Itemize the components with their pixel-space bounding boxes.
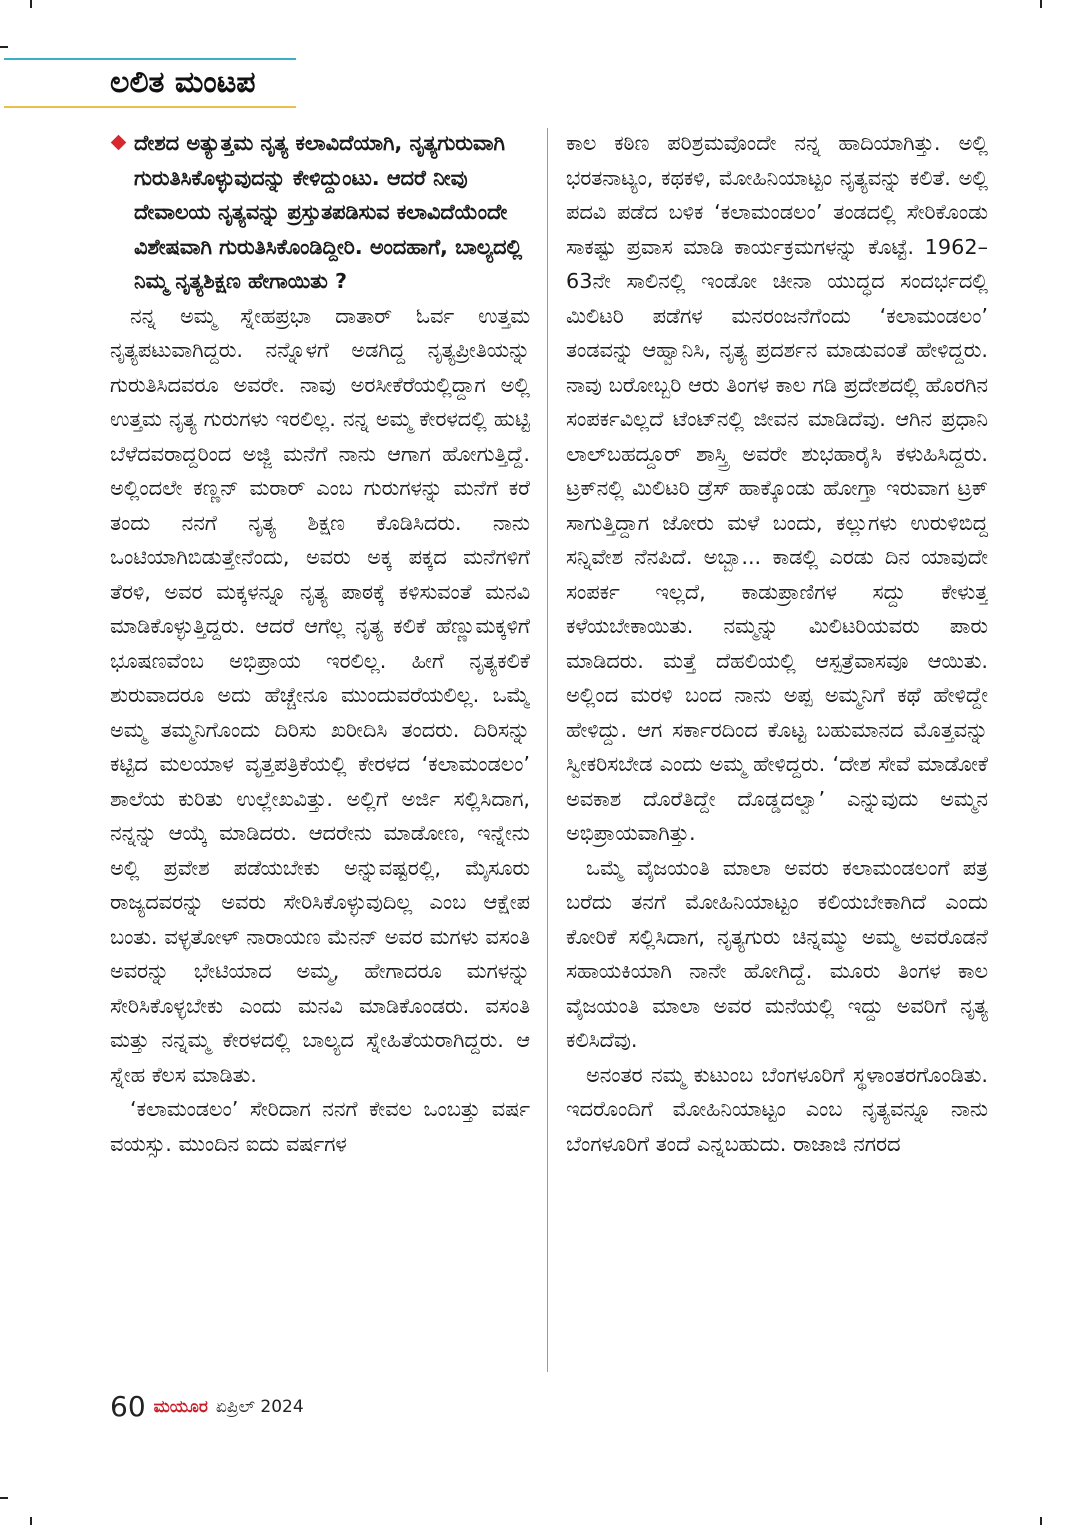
article-column-right — [566, 126, 988, 1378]
question-text: ದೇಶದ ಅತ್ಯುತ್ತಮ ನೃತ್ಯ ಕಲಾವಿದೆಯಾಗಿ, ನೃತ್ಯಗುರುವಾಗಿ ಗುರುತಿಸಿಕೊಳ್ಳುವುದನ್ನು ಕೇಳಿದ್ದುಂಟು. ಆದರೆ ನೀವು ದೇವಾಲಯ ನೃತ್ಯವನ್ನು ಪ್ರಸ್ತುತಪಡಿಸುವ ಕಲಾವಿದೆಯೆಂದೇ ವಿಶೇಷವಾಗಿ ಗುರುತಿಸಿಕೊಂಡಿದ್ದೀರಿ. ಅಂದಹಾಗೆ, ಬಾಲ್ಯದಲ್ಲಿ ನಿಮ್ಮ ನೃತ್ಯಶಿಕ್ಷಣ ಹೇಗಾಯಿತು ? — [134, 131, 523, 293]
article-column-left — [110, 126, 530, 1378]
header-rule-bottom — [4, 106, 296, 108]
crop-mark — [30, 1517, 32, 1525]
section-header — [0, 58, 296, 108]
crop-mark — [1040, 1517, 1042, 1525]
crop-mark — [30, 0, 32, 8]
answer-paragraph: ಒಮ್ಮೆ ವೈಜಯಂತಿ ಮಾಲಾ ಅವರು ಕಲಾಮಂಡಲಂಗೆ ಪತ್ರ ಬರೆದು ತನಗೆ ಮೋಹಿನಿಯಾಟ್ಟಂ ಕಲಿಯಬೇಕಾಗಿದೆ ಎಂದು ಕೋರಿಕೆ ಸಲ್ಲಿಸಿದಾಗ, ನೃತ್ಯಗುರು ಚಿನ್ನಮ್ಮು ಅಮ್ಮ ಅವರೊಡನೆ ಸಹಾಯಕಿಯಾಗಿ ನಾನೇ ಹೋಗಿದ್ದೆ. ಮೂರು ತಿಂಗಳ ಕಾಲ ವೈಜಯಂತಿ ಮಾಲಾ ಅವರ ಮನೆಯಲ್ಲಿ ಇದ್ದು ಅವರಿಗೆ ನೃತ್ಯ ಕಲಿಸಿದೆವು. — [566, 855, 988, 1052]
page-footer — [110, 1390, 304, 1426]
crop-mark — [1040, 0, 1042, 8]
interview-question — [110, 126, 530, 299]
diamond-bullet-icon — [111, 135, 127, 151]
answer-paragraph: ನನ್ನ ಅಮ್ಮ ಸ್ನೇಹಪ್ರಭಾ ದಾತಾರ್ ಓರ್ವ ಉತ್ತಮ ನೃತ್ಯಪಟುವಾಗಿದ್ದರು. ನನ್ನೊಳಗೆ ಅಡಗಿದ್ದ ನೃತ್ಯಪ್ರೀತಿಯನ್ನು ಗುರುತಿಸಿದವರೂ ಅವರೇ. ನಾವು ಅರಸೀಕೆರೆಯಲ್ಲಿದ್ದಾಗ ಅಲ್ಲಿ ಉತ್ತಮ ನೃತ್ಯ ಗುರುಗಳು ಇರಲಿಲ್ಲ. ನನ್ನ ಅಮ್ಮ ಕೇರಳದಲ್ಲಿ ಹುಟ್ಟಿ ಬೆಳೆದವರಾದ್ದರಿಂದ ಅಜ್ಜಿ ಮನೆಗೆ ನಾನು ಆಗಾಗ ಹೋಗುತ್ತಿದ್ದೆ. ಅಲ್ಲಿಂದಲೇ ಕಣ್ಣನ್ ಮರಾರ್ ಎಂಬ ಗುರುಗಳನ್ನು ಮನೆಗೆ ಕರೆ ತಂದು ನನಗೆ ನೃತ್ಯ ಶಿಕ್ಷಣ ಕೊಡಿಸಿದರು. ನಾನು ಒಂಟಿಯಾಗಿಬಿಡುತ್ತೇನೆಂದು, ಅವರು ಅಕ್ಕ ಪಕ್ಕದ ಮನೆಗಳಿಗೆ ತೆರಳಿ, ಅವರ ಮಕ್ಕಳನ್ನೂ ನೃತ್ಯ ಪಾಠಕ್ಕೆ ಕಳಿಸುವಂತೆ ಮನವಿ ಮಾಡಿಕೊಳ್ಳುತ್ತಿದ್ದರು. ಆದರೆ ಆಗೆಲ್ಲ ನೃತ್ಯ ಕಲಿಕೆ ಹೆಣ್ಣುಮಕ್ಕಳಿಗೆ ಭೂಷಣವೆಂಬ ಅಭಿಪ್ರಾಯ ಇರಲಿಲ್ಲ. ಹೀಗೆ ನೃತ್ಯಕಲಿಕೆ ಶುರುವಾದರೂ ಅದು ಹೆಚ್ಚೇನೂ ಮುಂದುವರೆಯಲಿಲ್ಲ. ಒಮ್ಮೆ ಅಮ್ಮ ತಮ್ಮನಿಗೊಂದು ದಿರಿಸು ಖರೀದಿಸಿ ತಂದರು. ದಿರಿಸನ್ನು ಕಟ್ಟಿದ ಮಲಯಾಳ ವೃತ್ತಪತ್ರಿಕೆಯಲ್ಲಿ ಕೇರಳದ ‘ಕಲಾಮಂಡಲಂ’ ಶಾಲೆಯ ಕುರಿತು ಉಲ್ಲೇಖವಿತ್ತು. ಅಲ್ಲಿಗೆ ಅರ್ಜಿ ಸಲ್ಲಿಸಿದಾಗ, ನನ್ನನ್ನು ಆಯ್ಕೆ ಮಾಡಿದರು. ಆದರೇನು ಮಾಡೋಣ, ಇನ್ನೇನು ಅಲ್ಲಿ ಪ್ರವೇಶ ಪಡೆಯಬೇಕು ಅನ್ನುವಷ್ಟರಲ್ಲಿ, ಮೈಸೂರು ರಾಜ್ಯದವರನ್ನು ಅವರು ಸೇರಿಸಿಕೊಳ್ಳುವುದಿಲ್ಲ ಎಂಬ ಆಕ್ಷೇಪ ಬಂತು. ವಳ್ಳತೋಳ್ ನಾರಾಯಣ ಮೆನನ್ ಅವರ ಮಗಳು ವಸಂತಿ ಅವರನ್ನು ಭೇಟಿಯಾದ ಅಮ್ಮ, ಹೇಗಾದರೂ ಮಗಳನ್ನು ಸೇರಿಸಿಕೊಳ್ಳಬೇಕು ಎಂದು ಮನವಿ ಮಾಡಿಕೊಂಡರು. ವಸಂತಿ ಮತ್ತು ನನ್ನಮ್ಮ ಕೇರಳದಲ್ಲಿ ಬಾಲ್ಯದ ಸ್ನೇಹಿತೆಯರಾಗಿದ್ದರು. ಆ ಸ್ನೇಹ ಕೆಲಸ ಮಾಡಿತು. — [110, 303, 530, 1087]
issue-date: ಏಪ್ರಿಲ್ 2024 — [215, 1396, 304, 1417]
section-title: ಲಲಿತ ಮಂಟಪ — [110, 65, 256, 100]
crop-mark — [0, 46, 8, 48]
answer-paragraph: ಕಾಲ ಕಠಿಣ ಪರಿಶ್ರಮವೊಂದೇ ನನ್ನ ಹಾದಿಯಾಗಿತ್ತು. ಅಲ್ಲಿ ಭರತನಾಟ್ಯಂ, ಕಥಕಳಿ, ಮೋಹಿನಿಯಾಟ್ಟಂ ನೃತ್ಯವನ್ನು ಕಲಿತೆ. ಅಲ್ಲಿ ಪದವಿ ಪಡೆದ ಬಳಿಕ ‘ಕಲಾಮಂಡಲಂ’ ತಂಡದಲ್ಲಿ ಸೇರಿಕೊಂಡು ಸಾಕಷ್ಟು ಪ್ರವಾಸ ಮಾಡಿ ಕಾರ್ಯಕ್ರಮಗಳನ್ನು ಕೊಟ್ಟೆ. 1962–63ನೇ ಸಾಲಿನಲ್ಲಿ ಇಂಡೋ ಚೀನಾ ಯುದ್ಧದ ಸಂದರ್ಭದಲ್ಲಿ ಮಿಲಿಟರಿ ಪಡೆಗಳ ಮನರಂಜನೆಗೆಂದು ‘ಕಲಾಮಂಡಲಂ’ ತಂಡವನ್ನು ಆಹ್ವಾನಿಸಿ, ನೃತ್ಯ ಪ್ರದರ್ಶನ ಮಾಡುವಂತೆ ಹೇಳಿದ್ದರು. ನಾವು ಬರೋಬ್ಬರಿ ಆರು ತಿಂಗಳ ಕಾಲ ಗಡಿ ಪ್ರದೇಶದಲ್ಲಿ ಹೊರಗಿನ ಸಂಪರ್ಕವಿಲ್ಲದೆ ಟೆಂಟ್‌ನಲ್ಲಿ ಜೀವನ ಮಾಡಿದೆವು. ಆಗಿನ ಪ್ರಧಾನಿ ಲಾಲ್‌ಬಹದ್ದೂರ್ ಶಾಸ್ತ್ರಿ ಅವರೇ ಶುಭಹಾರೈಸಿ ಕಳುಹಿಸಿದ್ದರು. ಟ್ರಕ್‌ನಲ್ಲಿ ಮಿಲಿಟರಿ ಡ್ರೆಸ್ ಹಾಕ್ಕೊಂಡು ಹೋಗ್ತಾ ಇರುವಾಗ ಟ್ರಕ್ ಸಾಗುತ್ತಿದ್ದಾಗ ಜೋರು ಮಳೆ ಬಂದು, ಕಲ್ಲುಗಳು ಉರುಳಿಬಿದ್ದ ಸನ್ನಿವೇಶ ನೆನಪಿದೆ. ಅಬ್ಬಾ... ಕಾಡಲ್ಲಿ ಎರಡು ದಿನ ಯಾವುದೇ ಸಂಪರ್ಕ ಇಲ್ಲದೆ, ಕಾಡುಪ್ರಾಣಿಗಳ ಸದ್ದು ಕೇಳುತ್ತ ಕಳೆಯಬೇಕಾಯಿತು. ನಮ್ಮನ್ನು ಮಿಲಿಟರಿಯವರು ಪಾರು ಮಾಡಿದರು. ಮತ್ತೆ ದೆಹಲಿಯಲ್ಲಿ ಆಸ್ಪತ್ರೆವಾಸವೂ ಆಯಿತು. ಅಲ್ಲಿಂದ ಮರಳಿ ಬಂದ ನಾನು ಅಪ್ಪ ಅಮ್ಮನಿಗೆ ಕಥೆ ಹೇಳಿದ್ದೇ ಹೇಳಿದ್ದು. ಆಗ ಸರ್ಕಾರದಿಂದ ಕೊಟ್ಟ ಬಹುಮಾನದ ಮೊತ್ತವನ್ನು ಸ್ವೀಕರಿಸಬೇಡ ಎಂದು ಅಮ್ಮ ಹೇಳಿದ್ದರು. ‘ದೇಶ ಸೇವೆ ಮಾಡೋಕೆ ಅವಕಾಶ ದೊರೆತಿದ್ದೇ ದೊಡ್ಡದಲ್ವಾ’ ಎನ್ನುವುದು ಅಮ್ಮನ ಅಭಿಪ್ರಾಯವಾಗಿತ್ತು. — [566, 131, 988, 845]
column-divider — [547, 128, 548, 1372]
answer-paragraph: ‘ಕಲಾಮಂಡಲಂ’ ಸೇರಿದಾಗ ನನಗೆ ಕೇವಲ ಒಂಬತ್ತು ವರ್ಷ ವಯಸ್ಸು. ಮುಂದಿನ ಐದು ವರ್ಷಗಳ — [110, 1097, 530, 1156]
header-rule-top — [4, 58, 296, 60]
page-number: 60 — [110, 1390, 146, 1423]
crop-mark — [0, 1497, 8, 1499]
magazine-logo: ಮಯೂರ — [153, 1396, 208, 1417]
answer-paragraph: ಅನಂತರ ನಮ್ಮ ಕುಟುಂಬ ಬೆಂಗಳೂರಿಗೆ ಸ್ಥಳಾಂತರಗೊಂಡಿತು. ಇದರೊಂದಿಗೆ ಮೋಹಿನಿಯಾಟ್ಟಂ ಎಂಬ ನೃತ್ಯವನ್ನೂ ನಾನು ಬೆಂಗಳೂರಿಗೆ ತಂದೆ ಎನ್ನಬಹುದು. ರಾಜಾಜಿ ನಗರದ — [566, 1062, 988, 1156]
